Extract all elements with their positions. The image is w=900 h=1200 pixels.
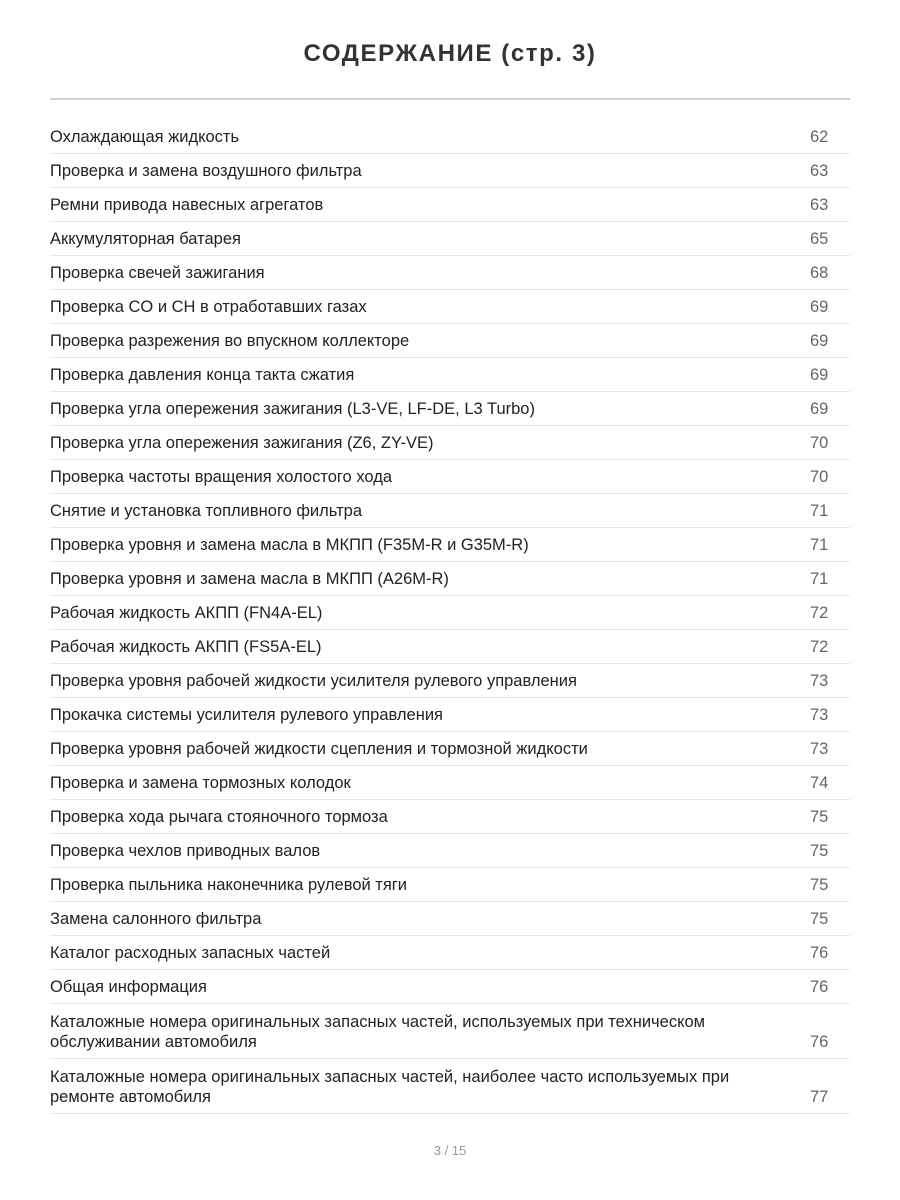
toc-entry[interactable] [50, 120, 850, 154]
toc-entry[interactable] [50, 834, 850, 868]
toc-entry-page: 63 [810, 195, 829, 214]
toc-entry-page: 70 [810, 467, 829, 486]
toc-entry[interactable] [50, 528, 850, 562]
toc-entry-page: 68 [810, 263, 829, 282]
toc-entry-page: 75 [810, 909, 829, 928]
toc-entry[interactable] [50, 358, 850, 392]
toc-entry[interactable] [50, 324, 850, 358]
toc-entry[interactable] [50, 596, 850, 630]
toc-entry[interactable] [50, 732, 850, 766]
toc-entry[interactable] [50, 290, 850, 324]
title-divider [50, 98, 850, 100]
toc-entry-label: Проверка хода рычага стояночного тормоза [50, 807, 388, 826]
toc-entry-label: Проверка уровня и замена масла в МКПП (F35M-R и G35M-R) [50, 535, 529, 554]
toc-entry[interactable] [50, 154, 850, 188]
toc-entry[interactable] [50, 800, 850, 834]
toc-entry-page: 74 [810, 773, 829, 792]
toc-entry[interactable] [50, 970, 850, 1004]
toc-entry-label: Проверка и замена тормозных колодок [50, 773, 351, 792]
toc-entry[interactable] [50, 1059, 850, 1114]
toc-entry-label: Каталожные номера оригинальных запасных частей, наиболее часто используемых при ремонте автомобиля [50, 1068, 730, 1106]
toc-entry-page: 75 [810, 807, 829, 826]
toc-entry-page: 73 [810, 739, 829, 758]
toc-entry-page: 71 [810, 569, 829, 588]
toc-entry[interactable] [50, 562, 850, 596]
toc-entry[interactable] [50, 460, 850, 494]
toc-entry-label: Проверка уровня рабочей жидкости сцепления и тормозной жидкости [50, 739, 588, 758]
toc-entry-page: 75 [810, 875, 829, 894]
toc-entry-page: 72 [810, 637, 829, 656]
toc-entry[interactable] [50, 664, 850, 698]
toc-entry[interactable] [50, 256, 850, 290]
toc-entry[interactable] [50, 392, 850, 426]
toc-entry-label: Проверка CO и CH в отработавших газах [50, 297, 367, 316]
toc-entry-label: Аккумуляторная батарея [50, 229, 241, 248]
toc-entry-label: Снятие и установка топливного фильтра [50, 501, 362, 520]
toc-entry-page: 71 [810, 501, 829, 520]
toc-entry-page: 71 [810, 535, 829, 554]
toc-entry-label: Замена салонного фильтра [50, 909, 262, 928]
page-title: СОДЕРЖАНИЕ (стр. 3) [303, 40, 597, 67]
toc-entry-page: 76 [810, 943, 829, 962]
toc-entry-page: 73 [810, 671, 829, 690]
toc-entry-page: 69 [810, 297, 829, 316]
toc-entry[interactable] [50, 698, 850, 732]
toc-entry-page: 62 [810, 127, 829, 146]
toc-entry-label: Проверка угла опережения зажигания (L3-VE, LF-DE, L3 Turbo) [50, 399, 535, 418]
toc-entry[interactable] [50, 630, 850, 664]
toc-entry-page: 70 [810, 433, 829, 452]
toc-entry-label: Прокачка системы усилителя рулевого управления [50, 705, 443, 724]
toc-entry-label: Общая информация [50, 977, 207, 996]
toc-entry[interactable] [50, 902, 850, 936]
table-of-contents [50, 120, 850, 1114]
toc-entry-label: Проверка чехлов приводных валов [50, 841, 321, 860]
toc-entry[interactable] [50, 426, 850, 460]
toc-entry[interactable] [50, 494, 850, 528]
toc-entry-label: Охлаждающая жидкость [50, 127, 240, 146]
toc-entry-label: Проверка пыльника наконечника рулевой тяги [50, 875, 408, 894]
toc-entry-page: 75 [810, 841, 829, 860]
toc-entry-page: 65 [810, 229, 829, 248]
toc-entry-label: Каталог расходных запасных частей [50, 943, 331, 962]
toc-entry-label: Проверка частоты вращения холостого хода [50, 467, 392, 486]
toc-entry-label: Проверка уровня и замена масла в МКПП (A26M-R) [50, 569, 449, 588]
toc-entry-page: 73 [810, 705, 829, 724]
toc-entry-page: 69 [810, 331, 829, 350]
toc-entry-label: Ремни привода навесных агрегатов [50, 195, 324, 214]
toc-entry-page: 76 [810, 977, 829, 996]
toc-entry-label: Проверка и замена воздушного фильтра [50, 161, 362, 180]
toc-entry-label: Рабочая жидкость АКПП (FS5A-EL) [50, 637, 322, 656]
toc-entry[interactable] [50, 1004, 850, 1059]
toc-entry[interactable] [50, 868, 850, 902]
toc-entry-page: 72 [810, 603, 829, 622]
page-indicator: 3 / 15 [433, 1143, 467, 1158]
toc-entry-label: Проверка свечей зажигания [50, 263, 265, 282]
toc-entry-page: 76 [810, 1033, 829, 1051]
toc-entry-page: 69 [810, 365, 829, 384]
toc-entry-page: 63 [810, 161, 829, 180]
toc-entry-label: Проверка разрежения во впускном коллекторе [50, 331, 410, 350]
toc-entry-label: Проверка уровня рабочей жидкости усилителя рулевого управления [50, 671, 577, 690]
toc-entry-page: 69 [810, 399, 829, 418]
toc-entry[interactable] [50, 766, 850, 800]
toc-entry-label: Проверка угла опережения зажигания (Z6, ZY-VE) [50, 433, 434, 452]
toc-entry[interactable] [50, 222, 850, 256]
toc-entry[interactable] [50, 936, 850, 970]
toc-entry[interactable] [50, 188, 850, 222]
toc-entry-label: Рабочая жидкость АКПП (FN4A-EL) [50, 603, 323, 622]
toc-entry-label: Проверка давления конца такта сжатия [50, 365, 355, 384]
toc-entry-label: Каталожные номера оригинальных запасных частей, используемых при техническом обслуживании автомобиля [50, 1013, 706, 1051]
toc-entry-page: 77 [810, 1088, 829, 1106]
